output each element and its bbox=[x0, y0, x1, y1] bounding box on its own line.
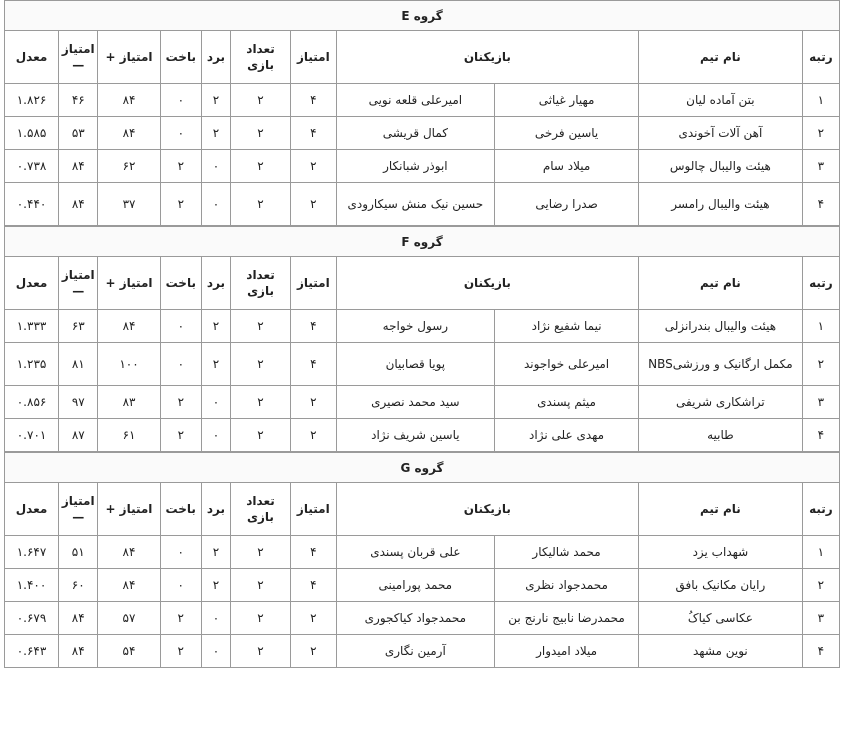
header-average: معدل bbox=[5, 257, 59, 310]
rank-cell: ۱ bbox=[802, 310, 839, 343]
rank-cell: ۴ bbox=[802, 419, 839, 452]
header-players: بازیکنان bbox=[336, 483, 638, 536]
player-cell: حسین نیک منش سیکارودی bbox=[336, 183, 494, 226]
points-plus-cell: ۸۴ bbox=[98, 117, 160, 150]
average-cell: ۱.۶۴۷ bbox=[5, 536, 59, 569]
points-cell: ۴ bbox=[291, 310, 337, 343]
player-cell: علی قربان پسندی bbox=[336, 536, 494, 569]
player-cell: میثم پسندی bbox=[495, 386, 639, 419]
points-plus-cell: ۸۴ bbox=[98, 536, 160, 569]
points-minus-cell: ۸۴ bbox=[59, 150, 98, 183]
wins-cell: ۰ bbox=[201, 602, 230, 635]
header-losses: باخت bbox=[160, 31, 201, 84]
points-minus-cell: ۸۴ bbox=[59, 183, 98, 226]
table-row bbox=[5, 310, 840, 343]
group-title: گروه F bbox=[5, 227, 840, 257]
team-cell: آهن آلات آخوندی bbox=[639, 117, 803, 150]
average-cell: ۰.۸۵۶ bbox=[5, 386, 59, 419]
points-minus-cell: ۶۳ bbox=[59, 310, 98, 343]
points-cell: ۲ bbox=[291, 386, 337, 419]
losses-cell: ۲ bbox=[160, 183, 201, 226]
header-players: بازیکنان bbox=[336, 31, 638, 84]
wins-cell: ۲ bbox=[201, 536, 230, 569]
losses-cell: ۲ bbox=[160, 635, 201, 668]
rank-cell: ۳ bbox=[802, 386, 839, 419]
header-points-minus: امتیاز — bbox=[59, 31, 98, 84]
points-cell: ۲ bbox=[291, 183, 337, 226]
wins-cell: ۰ bbox=[202, 150, 231, 183]
points-plus-cell: ۶۱ bbox=[98, 419, 160, 452]
games-cell: ۲ bbox=[231, 150, 291, 183]
points-cell: ۲ bbox=[291, 150, 337, 183]
points-plus-cell: ۸۴ bbox=[98, 569, 160, 602]
rank-cell: ۲ bbox=[802, 117, 839, 150]
average-cell: ۰.۷۰۱ bbox=[5, 419, 59, 452]
table-row bbox=[5, 343, 840, 386]
rank-cell: ۳ bbox=[802, 150, 839, 183]
team-cell: تراشکاری شریفی bbox=[639, 386, 803, 419]
wins-cell: ۲ bbox=[202, 84, 231, 117]
group-table bbox=[4, 226, 840, 452]
losses-cell: ۲ bbox=[160, 602, 201, 635]
wins-cell: ۲ bbox=[202, 117, 231, 150]
points-plus-cell: ۳۷ bbox=[98, 183, 160, 226]
header-points: امتیاز bbox=[291, 483, 337, 536]
player-cell: محمد پورامینی bbox=[336, 569, 494, 602]
header-losses: باخت bbox=[160, 483, 201, 536]
average-cell: ۱.۳۳۳ bbox=[5, 310, 59, 343]
points-plus-cell: ۵۴ bbox=[98, 635, 160, 668]
points-cell: ۲ bbox=[291, 635, 337, 668]
games-cell: ۲ bbox=[230, 536, 290, 569]
player-cell: محمدرضا نابیج نارنج بن bbox=[495, 602, 639, 635]
table-row bbox=[5, 84, 840, 117]
average-cell: ۱.۸۲۶ bbox=[5, 84, 59, 117]
losses-cell: ۰ bbox=[160, 84, 201, 117]
player-cell: امیرعلی قلعه نویی bbox=[336, 84, 494, 117]
table-row bbox=[5, 635, 840, 668]
points-cell: ۴ bbox=[291, 117, 337, 150]
group-title: گروه E bbox=[5, 1, 840, 31]
wins-cell: ۰ bbox=[202, 386, 231, 419]
points-minus-cell: ۸۷ bbox=[59, 419, 98, 452]
team-cell: هیئت والیبال بندرانزلی bbox=[639, 310, 803, 343]
points-plus-cell: ۸۳ bbox=[98, 386, 160, 419]
average-cell: ۱.۵۸۵ bbox=[5, 117, 59, 150]
player-cell: صدرا رضایی bbox=[495, 183, 639, 226]
header-players: بازیکنان bbox=[336, 257, 638, 310]
player-cell: محمد شالیکار bbox=[495, 536, 639, 569]
player-cell: محمدجواد کیاکجوری bbox=[336, 602, 494, 635]
team-cell: رایان مکانیک بافق bbox=[639, 569, 803, 602]
player-cell: مهدی علی نژاد bbox=[495, 419, 639, 452]
points-plus-cell: ۱۰۰ bbox=[98, 343, 160, 386]
points-minus-cell: ۸۴ bbox=[59, 635, 98, 668]
standings-document bbox=[2, 0, 843, 668]
header-team: نام تیم bbox=[639, 483, 803, 536]
header-rank: رتبه bbox=[802, 483, 839, 536]
header-games: تعداد بازی bbox=[231, 257, 291, 310]
games-cell: ۲ bbox=[230, 602, 290, 635]
points-minus-cell: ۵۱ bbox=[59, 536, 98, 569]
losses-cell: ۰ bbox=[160, 536, 201, 569]
header-team: نام تیم bbox=[639, 257, 803, 310]
points-minus-cell: ۵۳ bbox=[59, 117, 98, 150]
team-cell: هیئت والیبال چالوس bbox=[639, 150, 803, 183]
player-cell: پویا قصابیان bbox=[336, 343, 494, 386]
header-points-minus: امتیاز — bbox=[59, 257, 98, 310]
average-cell: ۰.۶۷۹ bbox=[5, 602, 59, 635]
points-minus-cell: ۸۱ bbox=[59, 343, 98, 386]
points-plus-cell: ۸۴ bbox=[98, 310, 160, 343]
header-rank: رتبه bbox=[802, 31, 839, 84]
points-minus-cell: ۹۷ bbox=[59, 386, 98, 419]
points-plus-cell: ۵۷ bbox=[98, 602, 160, 635]
player-cell: سید محمد نصیری bbox=[336, 386, 494, 419]
points-cell: ۴ bbox=[291, 569, 337, 602]
player-cell: کمال قریشی bbox=[336, 117, 494, 150]
average-cell: ۱.۲۳۵ bbox=[5, 343, 59, 386]
player-cell: محمدجواد نظری bbox=[495, 569, 639, 602]
rank-cell: ۱ bbox=[802, 84, 839, 117]
player-cell: رسول خواجه bbox=[336, 310, 494, 343]
points-cell: ۴ bbox=[291, 84, 337, 117]
group-table bbox=[4, 0, 840, 226]
team-cell: نوین مشهد bbox=[639, 635, 803, 668]
games-cell: ۲ bbox=[231, 419, 291, 452]
player-cell: امیرعلی خواجوند bbox=[495, 343, 639, 386]
wins-cell: ۰ bbox=[202, 183, 231, 226]
team-cell: مکمل ارگانیک و ورزشیNBS bbox=[639, 343, 803, 386]
wins-cell: ۰ bbox=[201, 635, 230, 668]
group-title: گروه G bbox=[5, 453, 840, 483]
points-plus-cell: ۶۲ bbox=[98, 150, 160, 183]
team-cell: شهداب یزد bbox=[639, 536, 803, 569]
rank-cell: ۲ bbox=[802, 569, 839, 602]
table-row bbox=[5, 117, 840, 150]
rank-cell: ۴ bbox=[802, 635, 839, 668]
points-cell: ۴ bbox=[291, 343, 337, 386]
header-losses: باخت bbox=[160, 257, 201, 310]
table-row bbox=[5, 536, 840, 569]
header-points: امتیاز bbox=[291, 31, 337, 84]
player-cell: میلاد سام bbox=[495, 150, 639, 183]
games-cell: ۲ bbox=[231, 183, 291, 226]
team-cell: عکاسی کیاکُ bbox=[639, 602, 803, 635]
wins-cell: ۲ bbox=[202, 310, 231, 343]
losses-cell: ۰ bbox=[160, 310, 201, 343]
table-row bbox=[5, 183, 840, 226]
rank-cell: ۴ bbox=[802, 183, 839, 226]
wins-cell: ۰ bbox=[202, 419, 231, 452]
header-average: معدل bbox=[5, 483, 59, 536]
games-cell: ۲ bbox=[231, 343, 291, 386]
average-cell: ۰.۴۴۰ bbox=[5, 183, 59, 226]
player-cell: میلاد امیدوار bbox=[495, 635, 639, 668]
header-points-plus: امتیاز + bbox=[98, 483, 160, 536]
points-minus-cell: ۸۴ bbox=[59, 602, 98, 635]
header-points-plus: امتیاز + bbox=[98, 257, 160, 310]
losses-cell: ۰ bbox=[160, 117, 201, 150]
header-points-plus: امتیاز + bbox=[98, 31, 160, 84]
points-cell: ۲ bbox=[291, 602, 337, 635]
group-table bbox=[4, 452, 840, 668]
table-row bbox=[5, 602, 840, 635]
losses-cell: ۰ bbox=[160, 343, 201, 386]
points-cell: ۴ bbox=[291, 536, 337, 569]
losses-cell: ۲ bbox=[160, 386, 201, 419]
player-cell: نیما شفیع نژاد bbox=[495, 310, 639, 343]
player-cell: یاسین فرخی bbox=[495, 117, 639, 150]
points-plus-cell: ۸۴ bbox=[98, 84, 160, 117]
points-minus-cell: ۴۶ bbox=[59, 84, 98, 117]
games-cell: ۲ bbox=[231, 117, 291, 150]
games-cell: ۲ bbox=[231, 386, 291, 419]
player-cell: ابوذر شبانکار bbox=[336, 150, 494, 183]
team-cell: هیئت والیبال رامسر bbox=[639, 183, 803, 226]
wins-cell: ۲ bbox=[202, 343, 231, 386]
points-minus-cell: ۶۰ bbox=[59, 569, 98, 602]
losses-cell: ۲ bbox=[160, 419, 201, 452]
table-row bbox=[5, 419, 840, 452]
player-cell: یاسین شریف نژاد bbox=[336, 419, 494, 452]
header-wins: برد bbox=[202, 31, 231, 84]
header-rank: رتبه bbox=[802, 257, 839, 310]
points-cell: ۲ bbox=[291, 419, 337, 452]
losses-cell: ۲ bbox=[160, 150, 201, 183]
header-games: تعداد بازی bbox=[230, 483, 290, 536]
games-cell: ۲ bbox=[231, 310, 291, 343]
header-games: تعداد بازی bbox=[231, 31, 291, 84]
table-row bbox=[5, 150, 840, 183]
wins-cell: ۲ bbox=[201, 569, 230, 602]
header-points: امتیاز bbox=[291, 257, 337, 310]
rank-cell: ۱ bbox=[802, 536, 839, 569]
header-team: نام تیم bbox=[639, 31, 803, 84]
games-cell: ۲ bbox=[231, 84, 291, 117]
average-cell: ۱.۴۰۰ bbox=[5, 569, 59, 602]
team-cell: طابیه bbox=[639, 419, 803, 452]
header-wins: برد bbox=[202, 257, 231, 310]
games-cell: ۲ bbox=[230, 635, 290, 668]
table-row bbox=[5, 386, 840, 419]
header-average: معدل bbox=[5, 31, 59, 84]
rank-cell: ۳ bbox=[802, 602, 839, 635]
average-cell: ۰.۶۴۳ bbox=[5, 635, 59, 668]
player-cell: آرمین نگاری bbox=[336, 635, 494, 668]
losses-cell: ۰ bbox=[160, 569, 201, 602]
games-cell: ۲ bbox=[230, 569, 290, 602]
header-points-minus: امتیاز — bbox=[59, 483, 98, 536]
average-cell: ۰.۷۳۸ bbox=[5, 150, 59, 183]
table-row bbox=[5, 569, 840, 602]
team-cell: بتن آماده لیان bbox=[639, 84, 803, 117]
header-wins: برد bbox=[201, 483, 230, 536]
rank-cell: ۲ bbox=[802, 343, 839, 386]
player-cell: مهیار غیاثی bbox=[495, 84, 639, 117]
